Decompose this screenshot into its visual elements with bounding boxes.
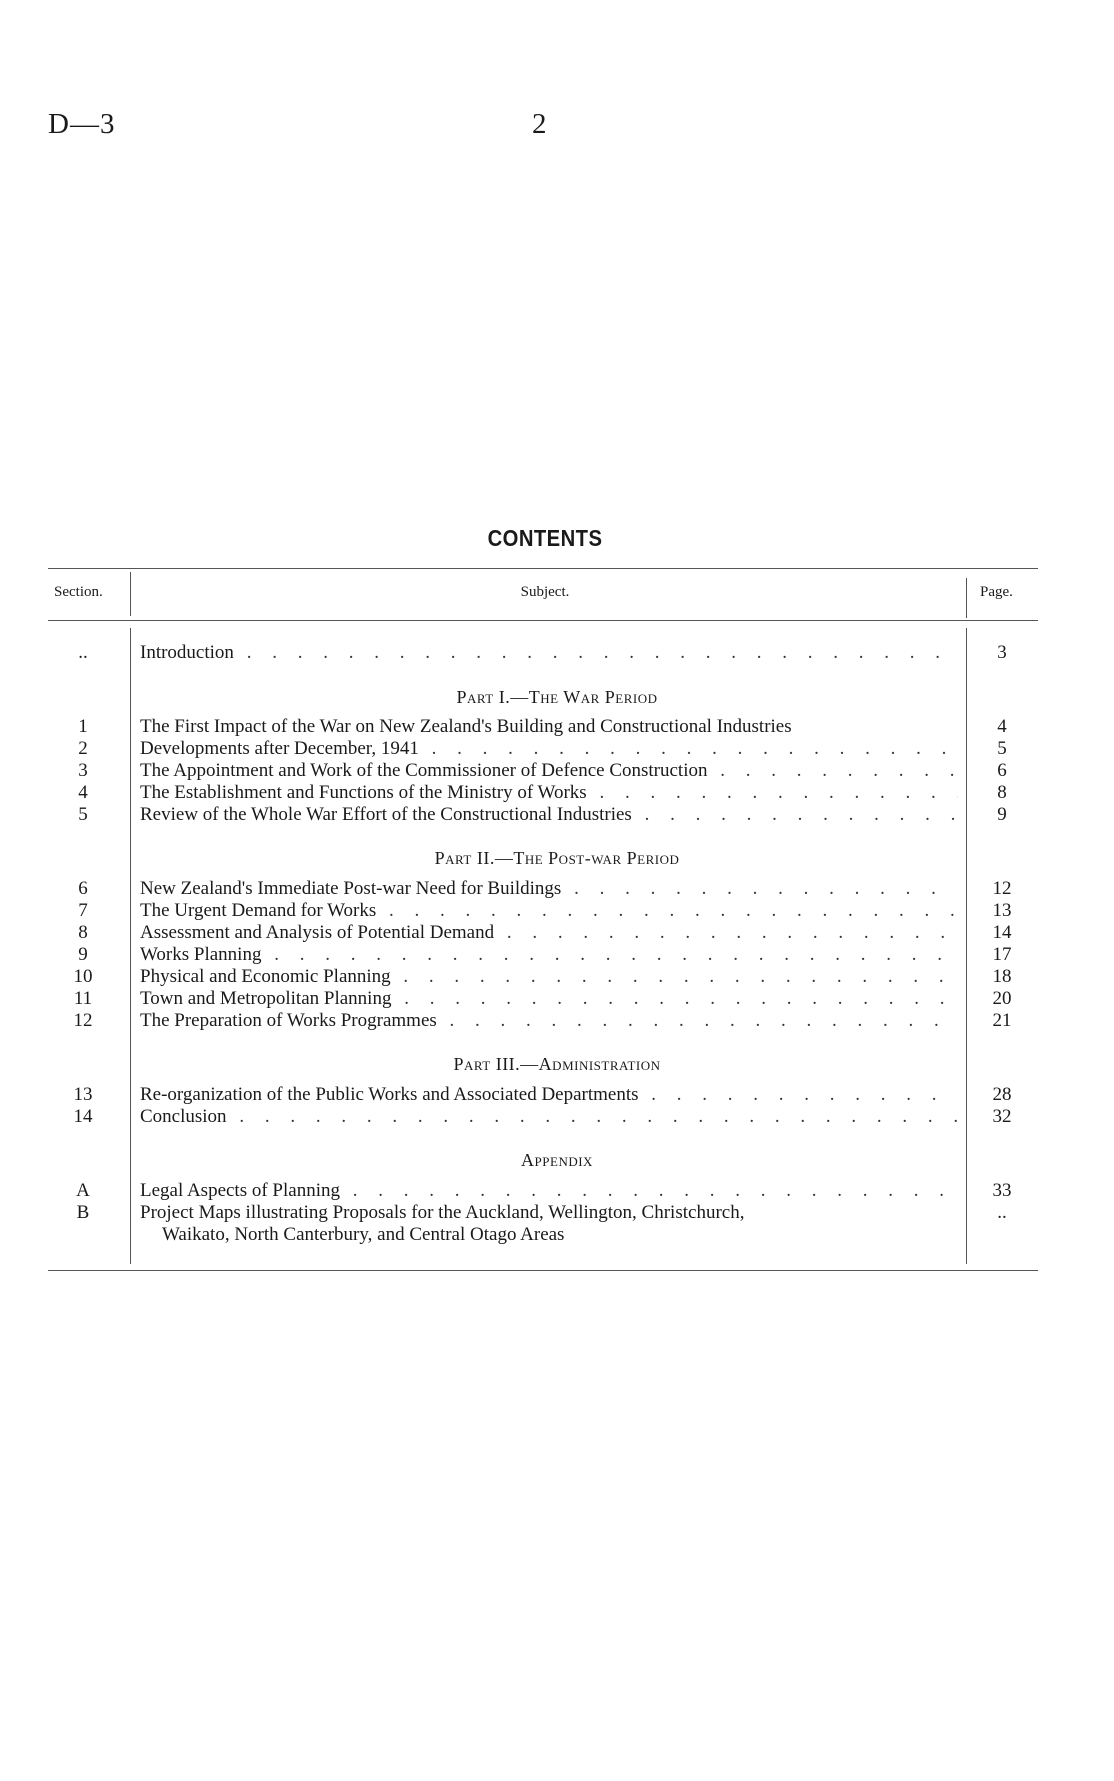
- row-section: 13: [73, 1084, 93, 1105]
- row-subject: Conclusion . . .: [140, 1106, 958, 1128]
- column-header-page: Page.: [980, 584, 1013, 600]
- row-subject: New Zealand's Immediate Post-war Need for Buildings . . .: [140, 878, 958, 900]
- row-subject: Works Planning . . .: [140, 944, 958, 966]
- row-page: 4: [997, 716, 1007, 737]
- row-section: ..: [78, 642, 88, 663]
- row-subject: Assessment and Analysis of Potential Demand . . .: [140, 922, 958, 944]
- row-section: 8: [78, 922, 88, 943]
- row-section: 7: [78, 900, 88, 921]
- row-section: 1: [78, 716, 88, 737]
- row-subject: Legal Aspects of Planning . . .: [140, 1180, 958, 1202]
- row-subject: Physical and Economic Planning . . .: [140, 966, 958, 988]
- row-subject: The Establishment and Functions of the Ministry of Works . . .: [140, 782, 958, 804]
- row-page: ..: [997, 1202, 1007, 1223]
- row-page: 33: [992, 1180, 1012, 1201]
- part-heading: Part II.—The Post-war Period: [434, 848, 680, 868]
- row-page: 28: [992, 1084, 1012, 1105]
- contents-title: CONTENTS: [487, 525, 603, 551]
- header-bottom-rule: [48, 620, 1038, 621]
- row-section: 12: [73, 1010, 93, 1031]
- column-header-section: Section.: [54, 584, 103, 600]
- row-page: 13: [992, 900, 1012, 921]
- part-heading: Part I.—The War Period: [456, 687, 658, 707]
- row-subject: Re-organization of the Public Works and Associated Departments . . .: [140, 1084, 958, 1106]
- row-page: 8: [997, 782, 1007, 803]
- row-page: 3: [997, 642, 1007, 663]
- document-id: D—3: [48, 108, 116, 140]
- row-subject: The First Impact of the War on New Zealand's Building and Constructional Industries: [140, 716, 792, 737]
- row-page: 20: [992, 988, 1012, 1009]
- row-subject: Developments after December, 1941 . . .: [140, 738, 958, 760]
- row-page: 21: [992, 1010, 1012, 1031]
- row-section: 2: [78, 738, 88, 759]
- row-page: 5: [997, 738, 1007, 759]
- row-section: B: [76, 1202, 90, 1223]
- row-subject: Project Maps illustrating Proposals for the Auckland, Wellington, Christchurch,: [140, 1202, 745, 1223]
- table-bottom-rule: [48, 1270, 1038, 1271]
- row-section: 11: [73, 988, 93, 1009]
- row-subject: The Appointment and Work of the Commissioner of Defence Construction . . .: [140, 760, 958, 782]
- row-page: 17: [992, 944, 1012, 965]
- row-page: 12: [992, 878, 1012, 899]
- table-top-rule: [48, 568, 1038, 569]
- row-section: 3: [78, 760, 88, 781]
- row-section: 4: [78, 782, 88, 803]
- part-heading: Appendix: [521, 1150, 593, 1170]
- row-subject: The Preparation of Works Programmes . . .: [140, 1010, 958, 1032]
- row-subject-continuation: Waikato, North Canterbury, and Central Otago Areas: [162, 1224, 565, 1245]
- row-section: 14: [73, 1106, 93, 1127]
- row-page: 32: [992, 1106, 1012, 1127]
- page-number: 2: [532, 108, 547, 140]
- part-heading: Part III.—Administration: [453, 1054, 661, 1074]
- row-section: 10: [73, 966, 93, 987]
- row-section: 5: [78, 804, 88, 825]
- row-section: 6: [78, 878, 88, 899]
- column-header-subject: Subject.: [520, 584, 570, 600]
- row-page: 14: [992, 922, 1012, 943]
- row-page: 9: [997, 804, 1007, 825]
- row-subject: Town and Metropolitan Planning . . .: [140, 988, 958, 1010]
- row-subject: The Urgent Demand for Works . . .: [140, 900, 958, 922]
- row-page: 6: [997, 760, 1007, 781]
- row-subject: Review of the Whole War Effort of the Constructional Industries . . .: [140, 804, 958, 826]
- row-section: 9: [78, 944, 88, 965]
- row-section: A: [76, 1180, 90, 1201]
- row-subject: Introduction . . .: [140, 642, 958, 664]
- row-page: 18: [992, 966, 1012, 987]
